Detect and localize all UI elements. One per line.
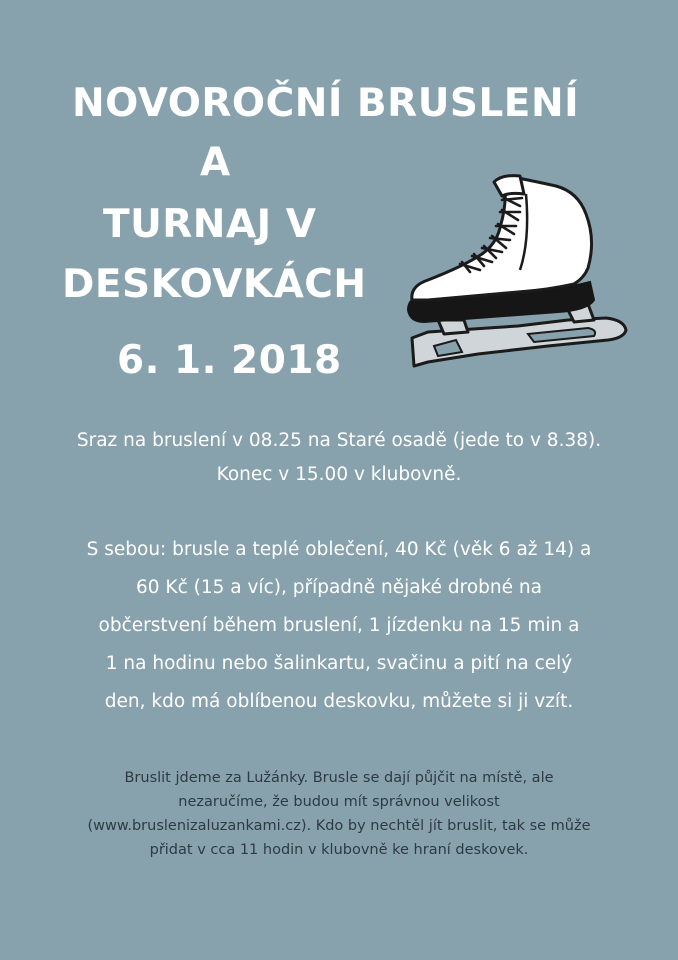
note-line: Bruslit jdeme za Lužánky. Brusle se dají půjčit na místě, ale (124, 770, 554, 786)
event-date: 6. 1. 2018 (117, 338, 342, 383)
title-line-2: A (200, 140, 231, 185)
meeting-line: Sraz na bruslení v 08.25 na Staré osadě (jede to v 8.38). (76, 430, 602, 451)
note-line: nezaručíme, že budou mít správnou velikost (178, 794, 500, 810)
bring-line: S sebou: brusle a teplé oblečení, 40 Kč (věk 6 až 14) a (86, 539, 592, 560)
ice-skate-icon (398, 170, 633, 370)
additional-note (30, 766, 648, 862)
title-line-4: DESKOVKÁCH (62, 262, 367, 307)
note-line: (www.bruslenizaluzankami.cz). Kdo by nechtěl jít bruslit, tak se může (87, 818, 591, 834)
bring-line: 1 na hodinu nebo šalinkartu, svačinu a pití na celý (105, 653, 573, 674)
note-line: přidat v cca 11 hodin v klubovně ke hraní deskovek. (149, 842, 529, 858)
title-line-3: TURNAJ V (103, 202, 317, 247)
meeting-line: Konec v 15.00 v klubovně. (216, 464, 462, 485)
meeting-info (20, 424, 658, 492)
bring-line: den, kdo má oblíbenou deskovku, můžete si ji vzít. (104, 691, 574, 712)
bring-line: občerstvení během bruslení, 1 jízdenku na 15 min a (98, 615, 580, 636)
title-line-1: NOVOROČNÍ BRUSLENÍ (72, 81, 580, 126)
bring-line: 60 Kč (15 a víc), případně nějaké drobné na (136, 577, 542, 598)
what-to-bring (20, 531, 658, 721)
